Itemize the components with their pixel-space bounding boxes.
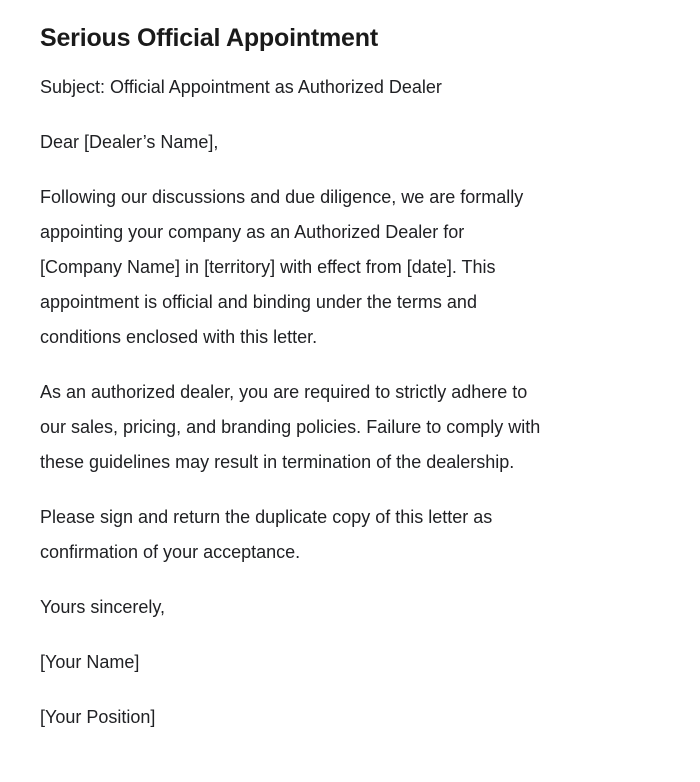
paragraph-line: conditions enclosed with this letter. bbox=[40, 327, 318, 347]
paragraph-line: appointing your company as an Authorized Dealer for bbox=[40, 222, 465, 242]
paragraph-line: Following our discussions and due diligence, we are formally bbox=[40, 187, 524, 207]
paragraph-line: As an authorized dealer, you are required to strictly adhere to bbox=[40, 382, 528, 402]
paragraph-line: confirmation of your acceptance. bbox=[40, 542, 301, 562]
body-paragraph-2 bbox=[40, 375, 660, 480]
paragraph-line: [Company Name] in [territory] with effect from [date]. This bbox=[40, 257, 496, 277]
signature-position: [Your Position] bbox=[40, 707, 156, 727]
page-title: Serious Official Appointment bbox=[40, 24, 378, 52]
body-paragraph-1 bbox=[40, 180, 660, 355]
paragraph-line: our sales, pricing, and branding policies. Failure to comply with bbox=[40, 417, 541, 437]
paragraph-line: these guidelines may result in termination of the dealership. bbox=[40, 452, 515, 472]
body-paragraph-3 bbox=[40, 500, 660, 570]
subject-line: Subject: Official Appointment as Authorized Dealer bbox=[40, 77, 442, 97]
signature-name: [Your Name] bbox=[40, 652, 140, 672]
paragraph-line: appointment is official and binding under the terms and bbox=[40, 292, 477, 312]
salutation: Dear [Dealer’s Name], bbox=[40, 132, 219, 152]
closing: Yours sincerely, bbox=[40, 597, 166, 617]
paragraph-line: Please sign and return the duplicate copy of this letter as bbox=[40, 507, 493, 527]
